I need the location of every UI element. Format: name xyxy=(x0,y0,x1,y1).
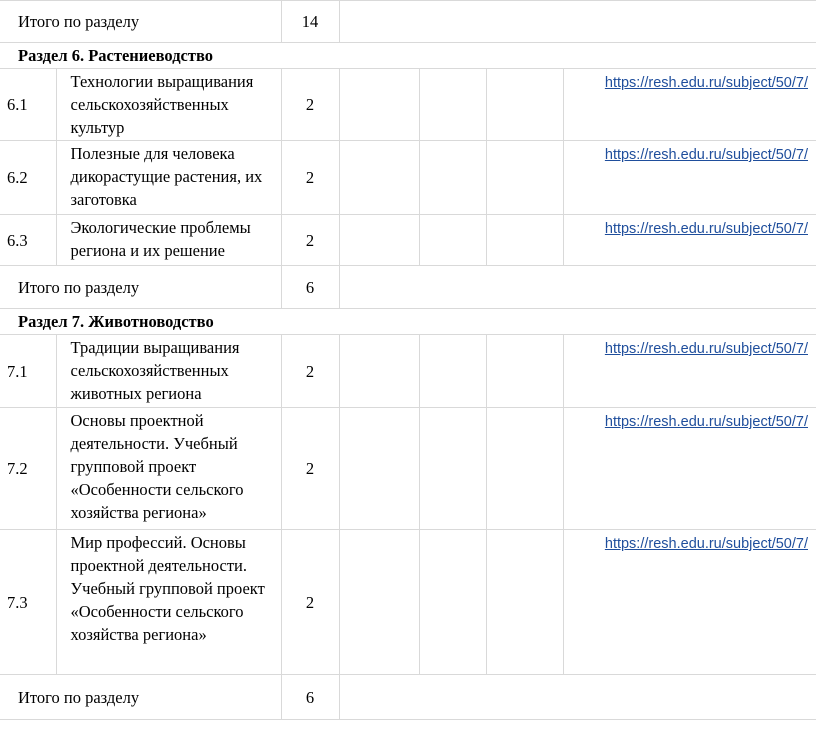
resource-link-cell xyxy=(563,141,816,215)
topic-text: Технологии выращивания сельскохозяйственных культур xyxy=(56,69,281,141)
empty-cell xyxy=(419,335,486,408)
table-row xyxy=(0,69,816,141)
empty-cell xyxy=(339,141,419,215)
empty-cell xyxy=(486,141,563,215)
resource-link-cell xyxy=(563,215,816,266)
empty-cell xyxy=(339,335,419,408)
resource-link[interactable]: https://resh.edu.ru/subject/50/7/ xyxy=(604,221,808,237)
topic-text: Полезные для человека дикорастущие растения, их заготовка xyxy=(56,141,281,215)
table-row xyxy=(0,530,816,675)
empty-cell xyxy=(419,215,486,266)
section-title: Раздел 7. Животноводство xyxy=(0,309,816,335)
topic-text: Традиции выращивания сельскохозяйственных животных региона xyxy=(56,335,281,408)
empty-cell xyxy=(486,530,563,675)
topic-text: Основы проектной деятельности. Учебный групповой проект «Особенности сельского хозяйства региона» xyxy=(56,408,281,530)
empty-cell xyxy=(339,1,816,43)
empty-cell xyxy=(419,408,486,530)
table-row xyxy=(0,215,816,266)
total-hours: 6 xyxy=(281,675,339,720)
row-number: 6.2 xyxy=(0,141,56,215)
total-hours: 6 xyxy=(281,266,339,309)
resource-link[interactable]: https://resh.edu.ru/subject/50/7/ xyxy=(604,147,808,163)
topic-text: Экологические проблемы региона и их решение xyxy=(56,215,281,266)
hours-value: 2 xyxy=(281,69,339,141)
total-label: Итого по разделу xyxy=(0,266,281,309)
resource-link-cell xyxy=(563,69,816,141)
hours-value: 2 xyxy=(281,335,339,408)
table-row xyxy=(0,408,816,530)
hours-value: 2 xyxy=(281,141,339,215)
section-title: Раздел 6. Растениеводство xyxy=(0,43,816,69)
hours-value: 2 xyxy=(281,530,339,675)
table-row xyxy=(0,141,816,215)
resource-link-cell xyxy=(563,530,816,675)
hours-value: 2 xyxy=(281,408,339,530)
hours-value: 2 xyxy=(281,215,339,266)
empty-cell xyxy=(486,408,563,530)
row-number: 7.3 xyxy=(0,530,56,675)
empty-cell xyxy=(486,215,563,266)
empty-cell xyxy=(419,69,486,141)
section-total-row xyxy=(0,1,816,43)
empty-cell xyxy=(419,141,486,215)
topic-text: Мир профессий. Основы проектной деятельности. Учебный групповой проект «Особенности сельского хозяйства региона» xyxy=(56,530,281,675)
resource-link-cell xyxy=(563,408,816,530)
resource-link[interactable]: https://resh.edu.ru/subject/50/7/ xyxy=(604,414,808,430)
total-label: Итого по разделу xyxy=(0,675,281,720)
section-total-row xyxy=(0,266,816,309)
empty-cell xyxy=(486,69,563,141)
resource-link[interactable]: https://resh.edu.ru/subject/50/7/ xyxy=(604,341,808,357)
resource-link-cell xyxy=(563,335,816,408)
total-hours: 14 xyxy=(281,1,339,43)
empty-cell xyxy=(486,335,563,408)
section-header-row xyxy=(0,309,816,335)
row-number: 6.1 xyxy=(0,69,56,141)
empty-cell xyxy=(339,530,419,675)
resource-link[interactable]: https://resh.edu.ru/subject/50/7/ xyxy=(604,536,808,552)
row-number: 6.3 xyxy=(0,215,56,266)
empty-cell xyxy=(419,530,486,675)
empty-cell xyxy=(339,215,419,266)
empty-cell xyxy=(339,266,816,309)
empty-cell xyxy=(339,675,816,720)
resource-link[interactable]: https://resh.edu.ru/subject/50/7/ xyxy=(604,75,808,91)
section-total-row xyxy=(0,675,816,720)
row-number: 7.1 xyxy=(0,335,56,408)
empty-cell xyxy=(339,69,419,141)
row-number: 7.2 xyxy=(0,408,56,530)
empty-cell xyxy=(339,408,419,530)
table-row xyxy=(0,335,816,408)
total-label: Итого по разделу xyxy=(0,1,281,43)
section-header-row xyxy=(0,43,816,69)
